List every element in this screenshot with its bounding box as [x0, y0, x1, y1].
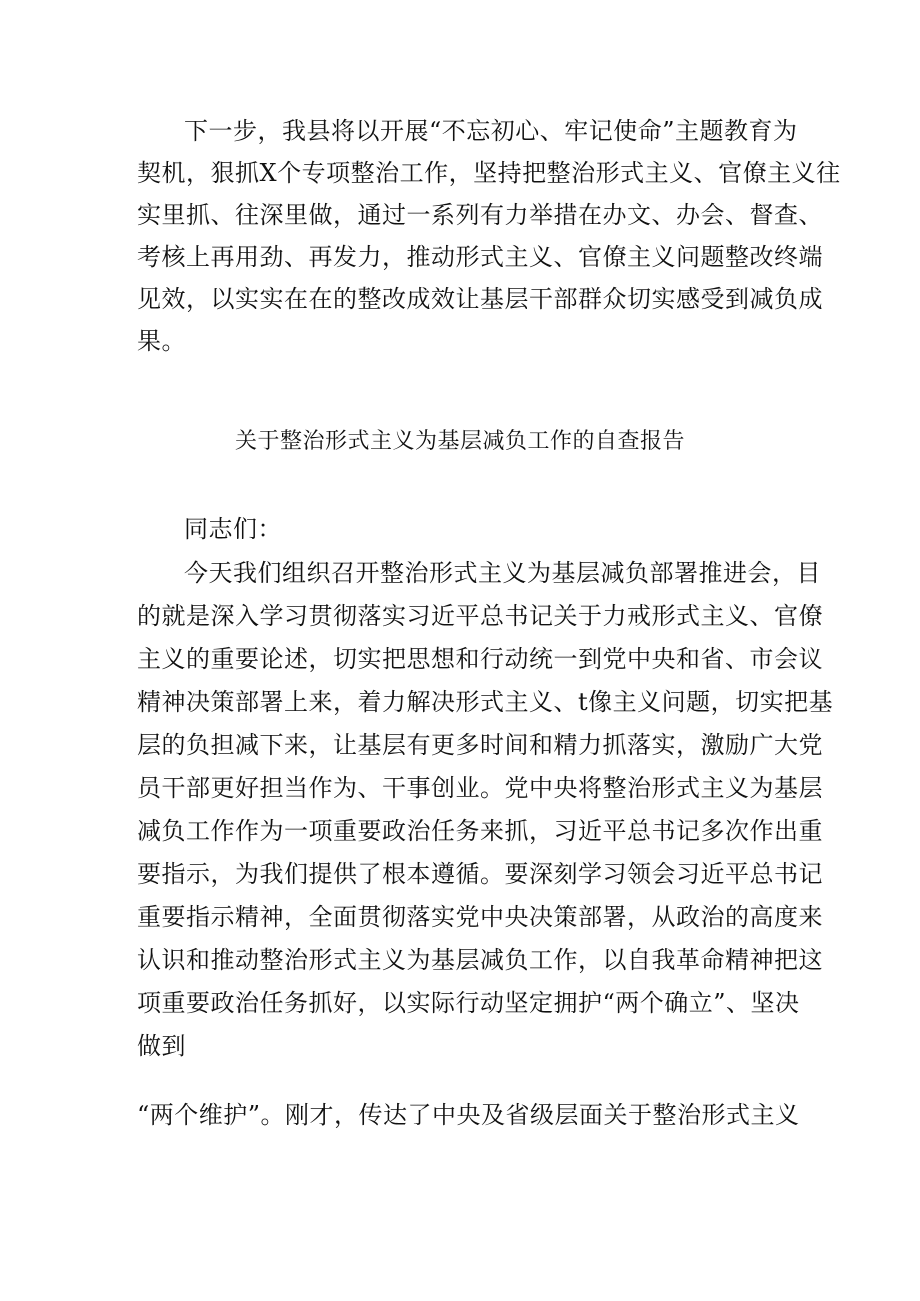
body-line-11: 项重要政治任务抓好，以实际行动坚定拥护“两个确立”、坚决: [137, 989, 800, 1017]
body-line-7: 减负工作作为一项重要政治任务来抓，习近平总书记多次作出重: [137, 817, 823, 845]
intro-line-5: 见效，以实实在在的整改成效让基层干部群众切实感受到减负成: [137, 285, 823, 313]
body-line-1: 今天我们组织召开整治形式主义为基层减负部署推进会，目: [184, 559, 821, 587]
body-line-6: 员干部更好担当作为、干事创业。党中央将整治形式主义为基层: [137, 774, 823, 802]
body-line-4: 精神决策部署上来，着力解决形式主义、t像主义问题，切实把基: [137, 688, 834, 716]
intro-line-4: 考核上再用劲、再发力，推动形式主义、官僚主义问题整改终端: [137, 243, 823, 271]
body-line-12: 做到: [137, 1032, 186, 1060]
body-line-9: 重要指示精神，全面贯彻落实党中央决策部署，从政治的高度来: [137, 903, 823, 931]
body-line-3: 主义的重要论述，切实把思想和行动统一到党中央和省、市会议: [137, 645, 823, 673]
continuation-line: “两个维护”。刚才，传达了中央及省级层面关于整治形式主义: [137, 1101, 800, 1129]
intro-line-6: 果。: [137, 327, 186, 355]
intro-line-3: 实里抓、往深里做，通过一系列有力举措在办文、办会、督查、: [137, 201, 823, 229]
intro-line-1: 下一步，我县将以开展“不忘初心、牢记使命”主题教育为: [184, 117, 798, 145]
body-line-10: 认识和推动整治形式主义为基层减负工作，以自我革命精神把这: [137, 946, 823, 974]
body-line-2: 的就是深入学习贯彻落实习近平总书记关于力戒形式主义、官僚: [137, 602, 823, 630]
report-title: 关于整治形式主义为基层减负工作的自查报告: [234, 429, 685, 454]
salutation: 同志们：: [184, 515, 282, 543]
body-line-5: 层的负担减下来，让基层有更多时间和精力抓落实，激励广大党: [137, 731, 823, 759]
intro-line-2: 契机，狠抓X个专项整治工作，坚持把整治形式主义、官僚主义往: [137, 159, 841, 187]
body-line-8: 要指示，为我们提供了根本遵循。要深刻学习领会习近平总书记: [137, 860, 823, 888]
